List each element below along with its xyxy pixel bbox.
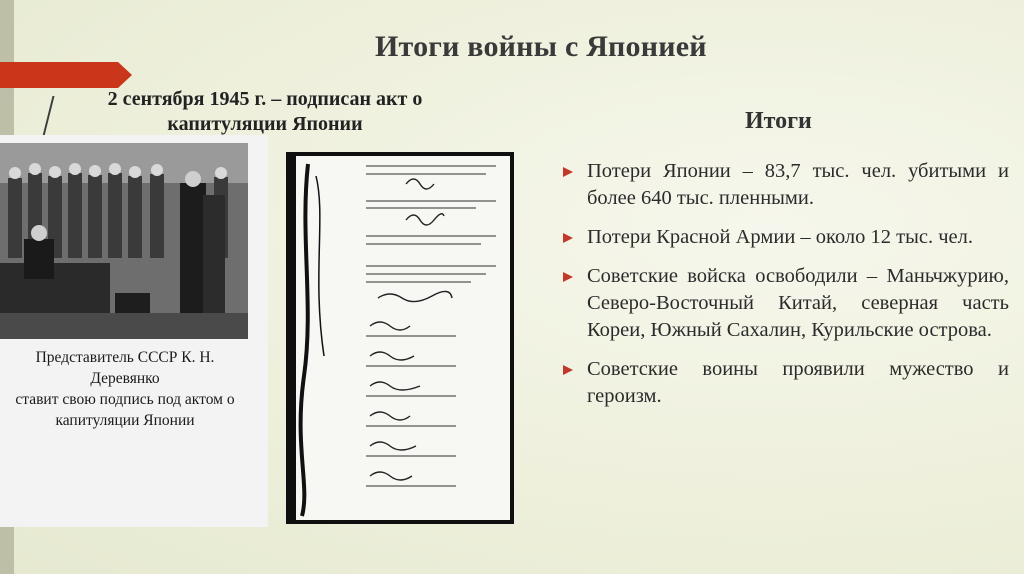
surrender-document-image [286,152,514,524]
photo-caption [0,347,250,431]
slide-title: Итоги войны с Японией [375,30,707,63]
result-item-text: Потери Красной Армии – около 12 тыс. чел. [587,226,974,248]
photo-caption-line2: ставит свою подпись под актом о [15,391,235,408]
ceremony-photo-image [0,143,248,339]
result-item-text: Советские войска освободили – Маньчжурию, Северо-Восточный Китай, северная часть Кореи, Южный Сахалин, Курильские острова. [587,265,1009,341]
result-item [563,263,1009,344]
document-page [296,156,510,520]
photo-caption-line3: капитуляции Японии [55,412,195,429]
result-item [563,158,1009,212]
result-item [563,356,1009,410]
result-item [563,224,1009,251]
results-heading: Итоги [745,108,812,134]
bullet-arrow-icon [563,272,573,282]
document-signatures-image [296,156,510,520]
bullet-arrow-icon [563,233,573,243]
date-caption [30,87,500,137]
result-item-text: Советские воины проявили мужество и героизм. [587,358,1009,407]
date-caption-line2: капитуляции Японии [167,113,363,135]
result-item-text: Потери Японии – 83,7 тыс. чел. убитыми и более 640 тыс. пленными. [587,160,1009,209]
bullet-arrow-icon [563,167,573,177]
results-list [563,158,1009,422]
bullet-arrow-icon [563,365,573,375]
surrender-ceremony-photo [0,143,248,339]
date-caption-line1: 2 сентября 1945 г. – подписан акт о [107,88,423,110]
photo-caption-line1: Представитель СССР К. Н. Деревянко [35,349,215,387]
red-arrow-decoration [0,62,132,88]
